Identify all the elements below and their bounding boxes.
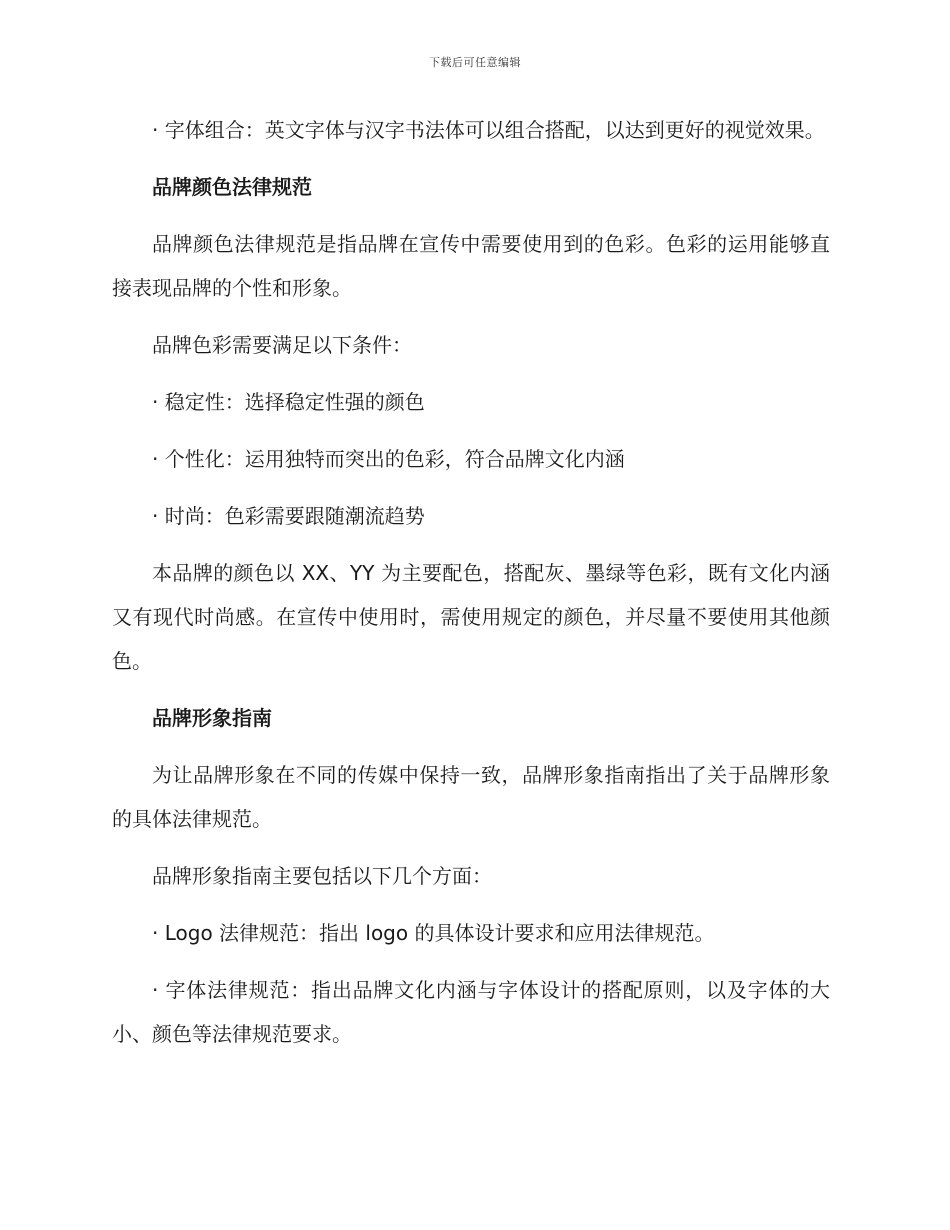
paragraph-brand-image-guide-intro: 为让品牌形象在不同的传媒中保持一致，品牌形象指南指出了关于品牌形象的具体法律规范。 <box>112 763 830 831</box>
bullet-personalization: · 个性化：运用独特而突出的色彩，符合品牌文化内涵 <box>152 447 625 471</box>
paragraph-brand-color-definition: 品牌颜色法律规范是指品牌在宣传中需要使用到的色彩。色彩的运用能够直接表现品牌的个性和形象。 <box>112 232 830 300</box>
bullet-font-combination: · 字体组合：英文字体与汉字书法体可以组合搭配，以达到更好的视觉效果。 <box>152 118 825 142</box>
bullet-fashion: · 时尚：色彩需要跟随潮流趋势 <box>152 504 425 528</box>
document-body <box>112 108 830 1069</box>
paragraph-brand-color-scheme: 本品牌的颜色以 XX、YY 为主要配色，搭配灰、墨绿等色彩，既有文化内涵又有现代时尚感。在宣传中使用时，需使用规定的颜色，并尽量不要使用其他颜色。 <box>112 561 830 673</box>
bullet-font-rules: · 字体法律规范：指出品牌文化内涵与字体设计的搭配原则，以及字体的大小、颜色等法律规范要求。 <box>112 978 830 1046</box>
paragraph-guide-aspects-intro: 品牌形象指南主要包括以下几个方面： <box>152 864 492 888</box>
section-heading-brand-image-guide: 品牌形象指南 <box>152 706 272 730</box>
bullet-logo-rules: · Logo 法律规范：指出 logo 的具体设计要求和应用法律规范。 <box>152 921 715 945</box>
page-header: 下载后可任意编辑 <box>429 56 521 69</box>
section-heading-brand-color: 品牌颜色法律规范 <box>152 175 312 199</box>
paragraph-color-conditions-intro: 品牌色彩需要满足以下条件： <box>152 333 412 357</box>
bullet-stability: · 稳定性：选择稳定性强的颜色 <box>152 390 425 414</box>
